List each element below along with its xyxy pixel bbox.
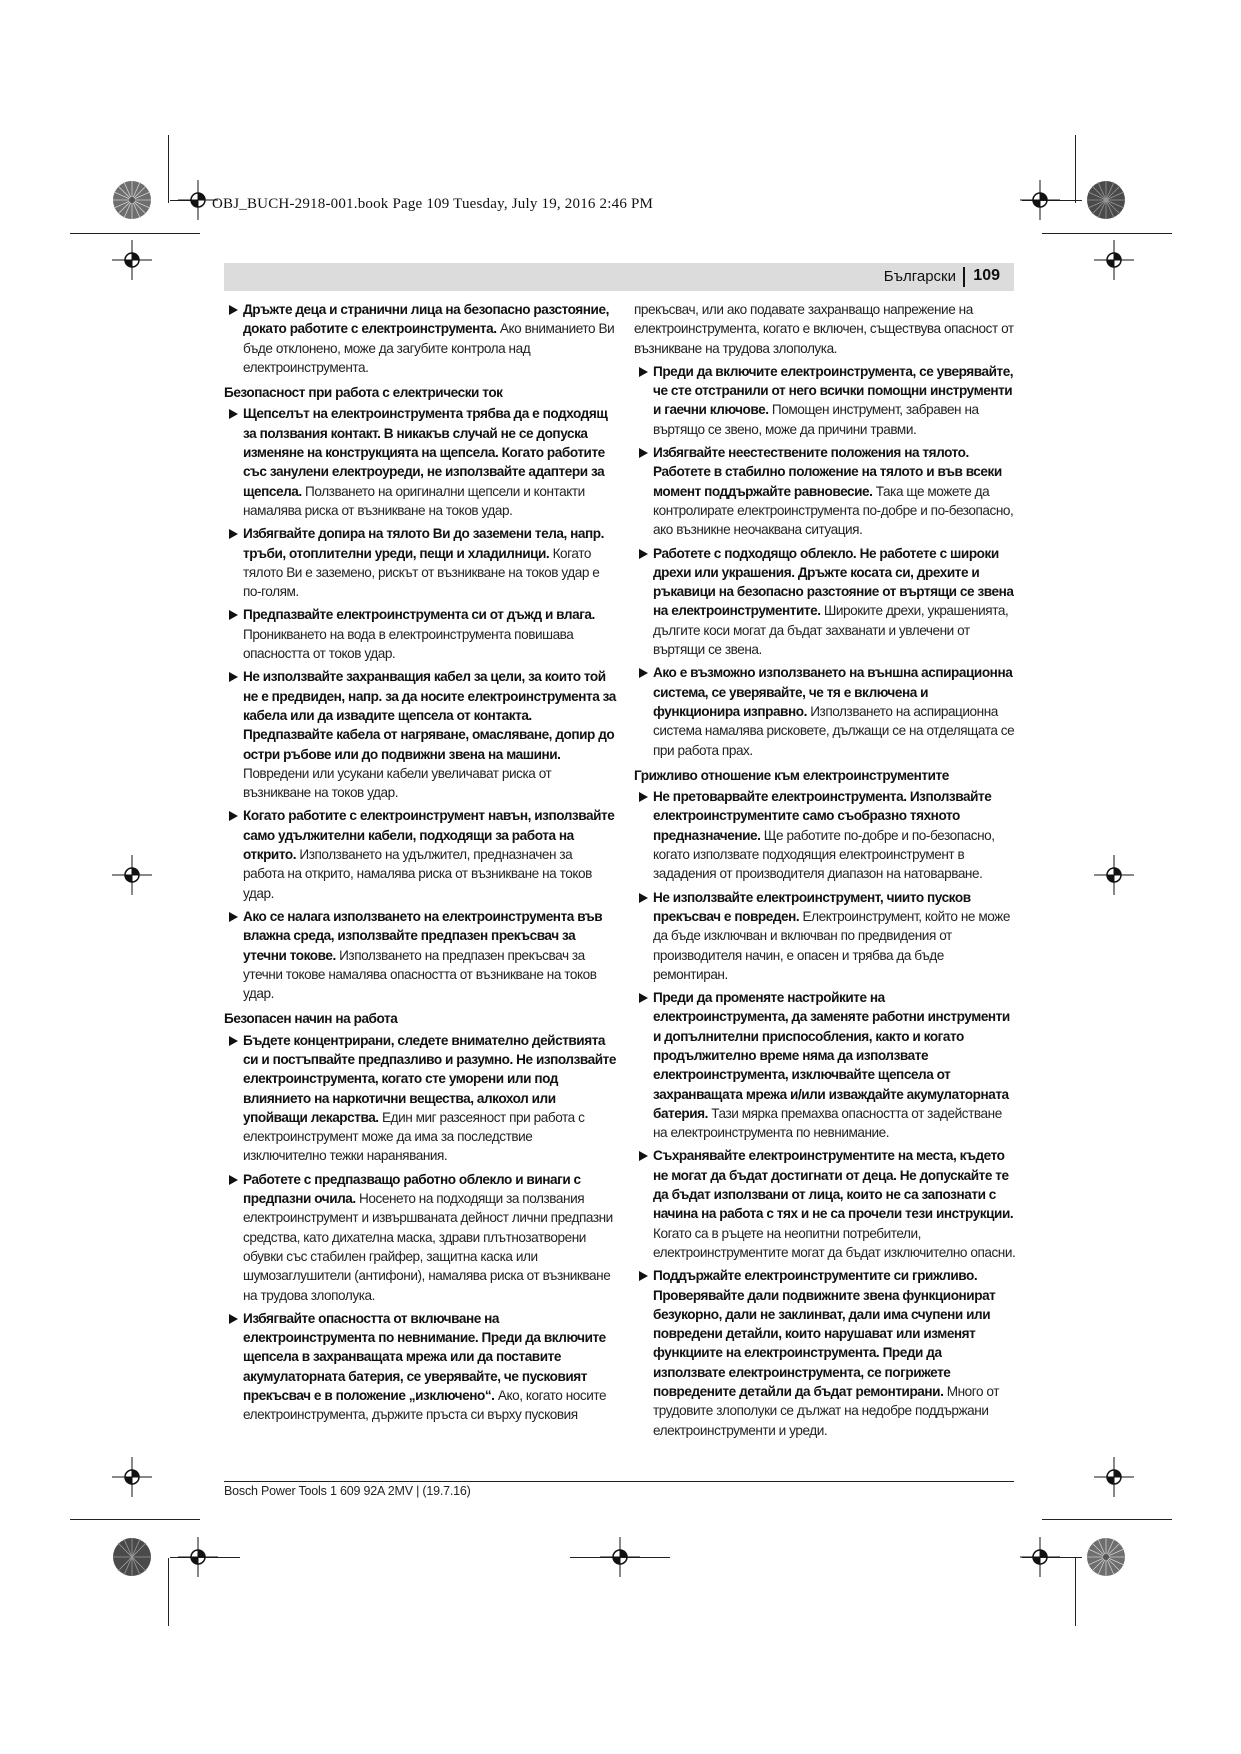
triangle-bullet-icon bbox=[229, 529, 238, 539]
page-number: 109 bbox=[973, 267, 1000, 284]
registration-target-icon bbox=[1020, 1537, 1060, 1577]
safety-instruction bbox=[224, 806, 616, 902]
instruction-bold: Поддържайте електроинструментите си грижливо. Проверявайте дали подвижните звена функционират безукорно, дали не заклинват, дали има счупени или повредени детайли, които нарушават или изменят функциите на електроинструмента. Преди да използвате електроинструмента, се погрижете повредените детайли да бъдат ремонтирани. bbox=[653, 1268, 996, 1400]
safety-instruction bbox=[634, 663, 1016, 759]
triangle-bullet-icon bbox=[639, 448, 648, 458]
section-heading: Безопасност при работа с електрически ток bbox=[224, 385, 503, 401]
triangle-bullet-icon bbox=[639, 549, 648, 559]
registration-target-icon bbox=[112, 855, 152, 895]
instruction-bold: Не използвайте електроинструмент, чиито пусков прекъсвач е повреден. bbox=[653, 889, 971, 924]
instruction-bold: Избягвайте неестествените положения на тялото. Работете в стабилно положение на тялото и във всеки момент поддържайте равновесие. bbox=[653, 445, 1002, 499]
paragraph-continuation bbox=[634, 300, 1016, 358]
instruction-text: Електроинструмент, който не може да бъде изключван и включван по предвидения от производителя начин, е опасен и трябва да бъде ремонтиран. bbox=[653, 908, 1010, 982]
registration-target-icon bbox=[1020, 180, 1060, 220]
instruction-text: Повредени или усукани кабели увеличават риска от възникване на токов удар. bbox=[243, 765, 552, 801]
safety-instruction bbox=[224, 605, 616, 663]
instruction-text: Използването на предпазен прекъсвач за утечни токове намалява опасността от възникване на токов удар. bbox=[243, 947, 597, 1002]
instruction-text: Широките дрехи, украшенията, дългите коси могат да бъдат захванати и увлечени от въртящи се звена. bbox=[653, 603, 1009, 658]
registration-target-icon bbox=[600, 1537, 640, 1577]
footer-text: Bosch Power Tools 1 609 92A 2MV | (19.7.16) bbox=[224, 1484, 471, 1498]
triangle-bullet-icon bbox=[639, 1151, 648, 1161]
triangle-bullet-icon bbox=[229, 409, 238, 419]
triangle-bullet-icon bbox=[229, 1175, 238, 1185]
safety-instruction bbox=[224, 1170, 616, 1305]
instruction-bold: Преди да променяте настройките на електроинструмента, да заменяте работни инструменти и допълнителни приспособления, както и когато продължително време няма да използвате електроинструмента, изключвайте щепсела от захранващата мрежа и/или изваждайте акумулаторната батерия. bbox=[653, 990, 1010, 1121]
safety-instruction bbox=[224, 667, 616, 802]
section-heading: Грижливо отношение към електроинструментите bbox=[634, 767, 949, 783]
instruction-text: Когато тялото Ви е заземено, рискът от възникване на токов удар е по-голям. bbox=[243, 545, 600, 600]
instruction-bold: Когато работите с електроинструмент навън, използвайте само удължителни кабели, подходящи за работа на открито. bbox=[243, 808, 615, 863]
safety-instruction bbox=[634, 544, 1016, 660]
triangle-bullet-icon bbox=[229, 1314, 238, 1324]
instruction-bold: Избягвайте опасността от включване на електроинструмента по невнимание. Преди да включите щепсела в захранващата мрежа или да поставите акумулаторната батерия, се уверявайте, че пусковият прекъсвач е в положение „изключено“. bbox=[243, 1310, 606, 1404]
registration-target-icon bbox=[1094, 240, 1134, 280]
instruction-text: Когато са в ръцете на неопитни потребители, електроинструментите могат да бъдат изключително опасни. bbox=[653, 1225, 1016, 1260]
instruction-text: Така ще можете да контролирате електроинструмента по-добре и по-безопасно, ако възникне неочаквана ситуация. bbox=[653, 483, 1014, 538]
registration-target-icon bbox=[112, 240, 152, 280]
instruction-bold: Ако се налага използването на електроинструмента във влажна среда, използвайте предпазен прекъсвач за утечни токове. bbox=[243, 908, 603, 963]
instruction-bold: Ако е възможно използването на външна аспирационна система, се уверявайте, че тя е включена и функционира изправно. bbox=[653, 665, 1013, 719]
instruction-text: Използването на аспирационна система намалява рисковете, дължащи се на отделящата се при работа прах. bbox=[653, 703, 1015, 758]
header-language: Български bbox=[883, 268, 956, 285]
triangle-bullet-icon bbox=[229, 610, 238, 620]
instruction-bold: Не претоварвайте електроинструмента. Използвайте електроинструментите само съобразно тяхното предназначение. bbox=[653, 789, 992, 843]
triangle-bullet-icon bbox=[639, 1271, 648, 1281]
triangle-bullet-icon bbox=[639, 668, 648, 678]
safety-instruction bbox=[634, 787, 1016, 883]
page-header bbox=[224, 263, 1014, 291]
triangle-bullet-icon bbox=[639, 367, 648, 377]
instruction-bold: Преди да включите електроинструмента, се уверявайте, че сте отстранили от него всички помощни инструменти и гаечни ключове. bbox=[653, 363, 1014, 418]
instruction-text: Ще работите по-добре и по-безопасно, когато използвате подходящия електроинструмент в зададения от производителя диапазон на натоварване. bbox=[653, 827, 995, 882]
file-slug: OBJ_BUCH-2918-001.book Page 109 Tuesday, July 19, 2016 2:46 PM bbox=[212, 196, 654, 212]
instruction-bold: Съхранявайте електроинструментите на места, където не могат да бъдат достигнати от деца. Не допускайте те да бъдат използвани от лица, които не са запознати с начина на работа с тях и не са прочели тези инструкции. bbox=[653, 1148, 1014, 1222]
triangle-bullet-icon bbox=[229, 912, 238, 922]
triangle-bullet-icon bbox=[639, 893, 648, 903]
instruction-bold: Работете с подходящо облекло. Не работете с широки дрехи или украшения. Дръжте косата си, дрехите и ръкавици на безопасно разстояние от въртящи се звена на електроинструментите. bbox=[653, 545, 1014, 619]
color-wheel-icon bbox=[112, 1537, 152, 1577]
safety-instruction bbox=[634, 988, 1016, 1142]
instruction-text: Тази мярка премахва опасността от задействане на електроинструмента по невнимание. bbox=[653, 1105, 1002, 1141]
section-heading: Безопасен начин на работа bbox=[224, 1011, 398, 1027]
right-column bbox=[634, 300, 1016, 1444]
registration-target-icon bbox=[1094, 855, 1134, 895]
color-wheel-icon bbox=[1086, 180, 1126, 220]
left-column bbox=[224, 300, 616, 1429]
safety-instruction bbox=[224, 1031, 616, 1166]
instruction-text: Един миг разсеяност при работа с електроинструмент може да има за последствие изключително тежки наранявания. bbox=[243, 1109, 585, 1164]
instruction-text: Ако, когато носите електроинструмента, държите пръста си върху пусковия bbox=[243, 1388, 607, 1423]
instruction-text: Носенето на подходящи за ползвания електроинструмент и извършваната дейност лични предпазни средства, като дихателна маска, здрави плътнозатворени обувки със стабилен грайфер, защитна каска или шумозаглушители (антифони), намалява риска от възникване на трудова злополука. bbox=[243, 1191, 613, 1303]
safety-instruction bbox=[634, 362, 1016, 439]
triangle-bullet-icon bbox=[639, 792, 648, 802]
safety-instruction bbox=[634, 888, 1016, 984]
safety-instruction bbox=[224, 404, 616, 520]
safety-instruction bbox=[634, 1266, 1016, 1440]
instruction-bold: Работете с предпазващо работно облекло и винаги с предпазни очила. bbox=[243, 1171, 581, 1207]
safety-instruction bbox=[634, 1146, 1016, 1262]
footer-rule bbox=[224, 1481, 1014, 1482]
instruction-bold: Не използвайте захранващия кабел за цели, за които той не е предвиден, напр. за да носите електроинструмента за кабела или да извадите щепсела от контакта. Предпазвайте кабела от нагряване, омасляване, допир до остри ръбове или до подвижни звена на машини. bbox=[243, 669, 616, 762]
registration-target-icon bbox=[1094, 1457, 1134, 1497]
registration-target-icon bbox=[112, 1457, 152, 1497]
instruction-text: Много от трудовите злополуки се дължат на недобре поддържани електроинструменти и уреди. bbox=[653, 1384, 1000, 1438]
instruction-bold: Избягвайте допира на тялото Ви до заземени тела, напр. тръби, отоплителни уреди, пещи и хладилници. bbox=[243, 526, 604, 561]
instruction-text: Ползването на оригинални щепсели и контакти намалява риска от възникване на токов удар. bbox=[243, 483, 585, 518]
safety-instruction bbox=[224, 1309, 616, 1425]
triangle-bullet-icon bbox=[639, 993, 648, 1003]
safety-instruction bbox=[224, 524, 616, 601]
instruction-bold: Щепселът на електроинструмента трябва да е подходящ за ползвания контакт. В никакъв случай не се допуска изменяне на конструкцията на щепсела. Когато работите със занулени електроуреди, не използвайте адаптери за щепсела. bbox=[243, 406, 608, 499]
triangle-bullet-icon bbox=[229, 1036, 238, 1046]
safety-instruction bbox=[224, 300, 616, 377]
instruction-bold: Предпазвайте електроинструмента си от дъжд и влага. bbox=[243, 607, 595, 623]
registration-target-icon bbox=[178, 1537, 218, 1577]
instruction-text: прекъсвач, или ако подавате захранващо напрежение на електроинструмента, когато е включен, съществува опасност от възникване на трудова злополука. bbox=[634, 302, 1014, 356]
instruction-bold: Дръжте деца и странични лица на безопасно разстояние, докато работите с електроинструмента. bbox=[243, 302, 609, 337]
triangle-bullet-icon bbox=[229, 305, 238, 315]
instruction-bold: Бъдете концентрирани, следете внимателно действията си и постъпвайте предпазливо и разумно. Не използвайте електроинструмента, когато сте уморени или под влиянието на наркотични вещества, алкохол или упойващи лекарства. bbox=[243, 1032, 616, 1125]
instruction-text: Помощен инструмент, забравен на въртящо се звено, може да причини травми. bbox=[653, 402, 979, 437]
instruction-text: Ако вниманието Ви бъде отклонено, може да загубите контрола над електроинструмента. bbox=[243, 321, 615, 375]
instruction-text: Използването на удължител, предназначен за работа на открито, намалява риска от възникване на токов удар. bbox=[243, 847, 592, 901]
instruction-text: Проникването на вода в електроинструмента повишава опасността от токов удар. bbox=[243, 626, 574, 662]
header-divider bbox=[963, 267, 965, 287]
safety-instruction bbox=[224, 907, 616, 1003]
color-wheel-icon bbox=[1086, 1537, 1126, 1577]
triangle-bullet-icon bbox=[229, 811, 238, 821]
color-wheel-icon bbox=[112, 180, 152, 220]
safety-instruction bbox=[634, 443, 1016, 539]
triangle-bullet-icon bbox=[229, 672, 238, 682]
